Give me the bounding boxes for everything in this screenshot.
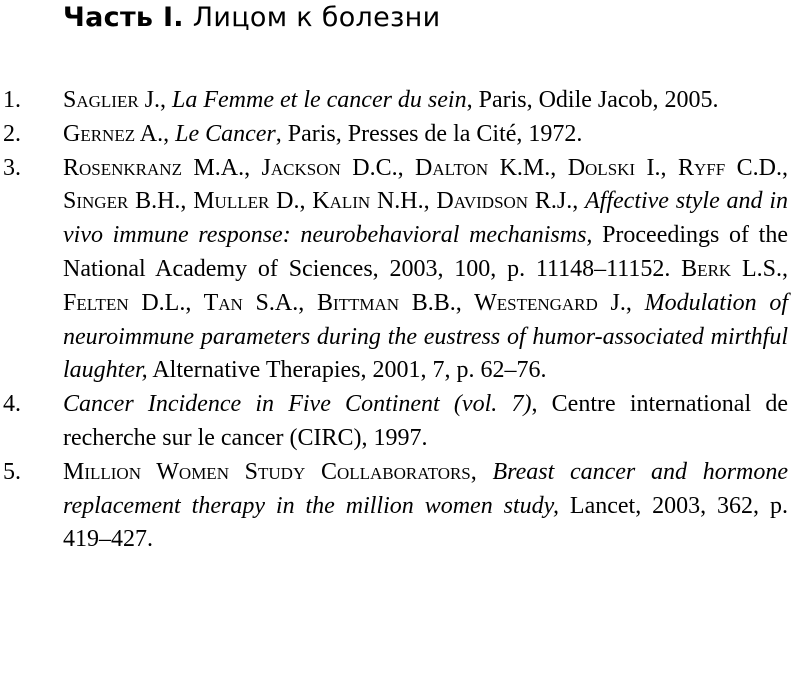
reference-authors: Million Women Study Collaborators — [63, 458, 471, 485]
reference-item — [0, 152, 800, 389]
reference-item — [0, 456, 800, 557]
reference-text: , Paris, Presses de la Cité, 1972. — [275, 120, 583, 147]
reference-number: 5. — [3, 458, 21, 485]
reference-text: , — [572, 188, 586, 215]
reference-list — [0, 84, 800, 557]
reference-text: , — [160, 87, 173, 113]
reference-number: 1. — [3, 87, 21, 113]
reference-item — [0, 118, 800, 152]
reference-authors: Gernez A. — [63, 120, 164, 147]
reference-title: Modulation of neuroimmune parameters during the eustress of humor-associated mirthful laughter, — [63, 289, 788, 384]
reference-text: Proceedings of the National Academy of Sciences, 2003, 100, p. 11148–11152. — [63, 222, 788, 282]
reference-text: , — [470, 458, 493, 485]
reference-text: , Centre international de recherche sur le cancer (CIRC), 1997. — [63, 391, 788, 451]
chapter-title: Лицом к болезни — [192, 2, 441, 33]
reference-authors: Berk L.S., Felten D.L., Tan S.A., Bittman B.B., Westengard J. — [63, 255, 788, 316]
reference-text: , Paris, Odile Jacob, 2005. — [466, 87, 719, 113]
reference-item — [0, 388, 800, 456]
reference-number: 2. — [3, 120, 21, 147]
reference-title: Affective style and in vivo immune response: neurobehavioral mechanisms, — [63, 188, 788, 249]
reference-text: Alternative Therapies, 2001, 7, p. 62–76. — [147, 357, 547, 384]
reference-number: 4. — [3, 391, 21, 418]
chapter-part-label: Часть I. — [63, 2, 184, 33]
reference-text: , — [163, 120, 176, 147]
reference-title: Le Cancer — [175, 120, 276, 147]
reference-number: 3. — [3, 154, 21, 181]
reference-title: Breast cancer and hormone replacement therapy in the million women study, — [63, 458, 789, 519]
reference-item — [0, 84, 800, 118]
chapter-heading — [63, 2, 440, 33]
reference-title: La Femme et le cancer du sein — [172, 87, 467, 113]
reference-title: Cancer Incidence in Five Continent (vol. 7) — [63, 391, 532, 418]
reference-text: , — [625, 289, 645, 316]
reference-authors: Rosenkranz M.A., Jackson D.C., Dalton K.M., Dolski I., Ryff C.D., Singer B.H., Muller D., Kalin N.H., Davidson R.J. — [63, 154, 788, 215]
reference-text: Lancet, 2003, 362, p. 419–427. — [63, 492, 788, 553]
reference-authors: Saglier J. — [63, 87, 161, 113]
